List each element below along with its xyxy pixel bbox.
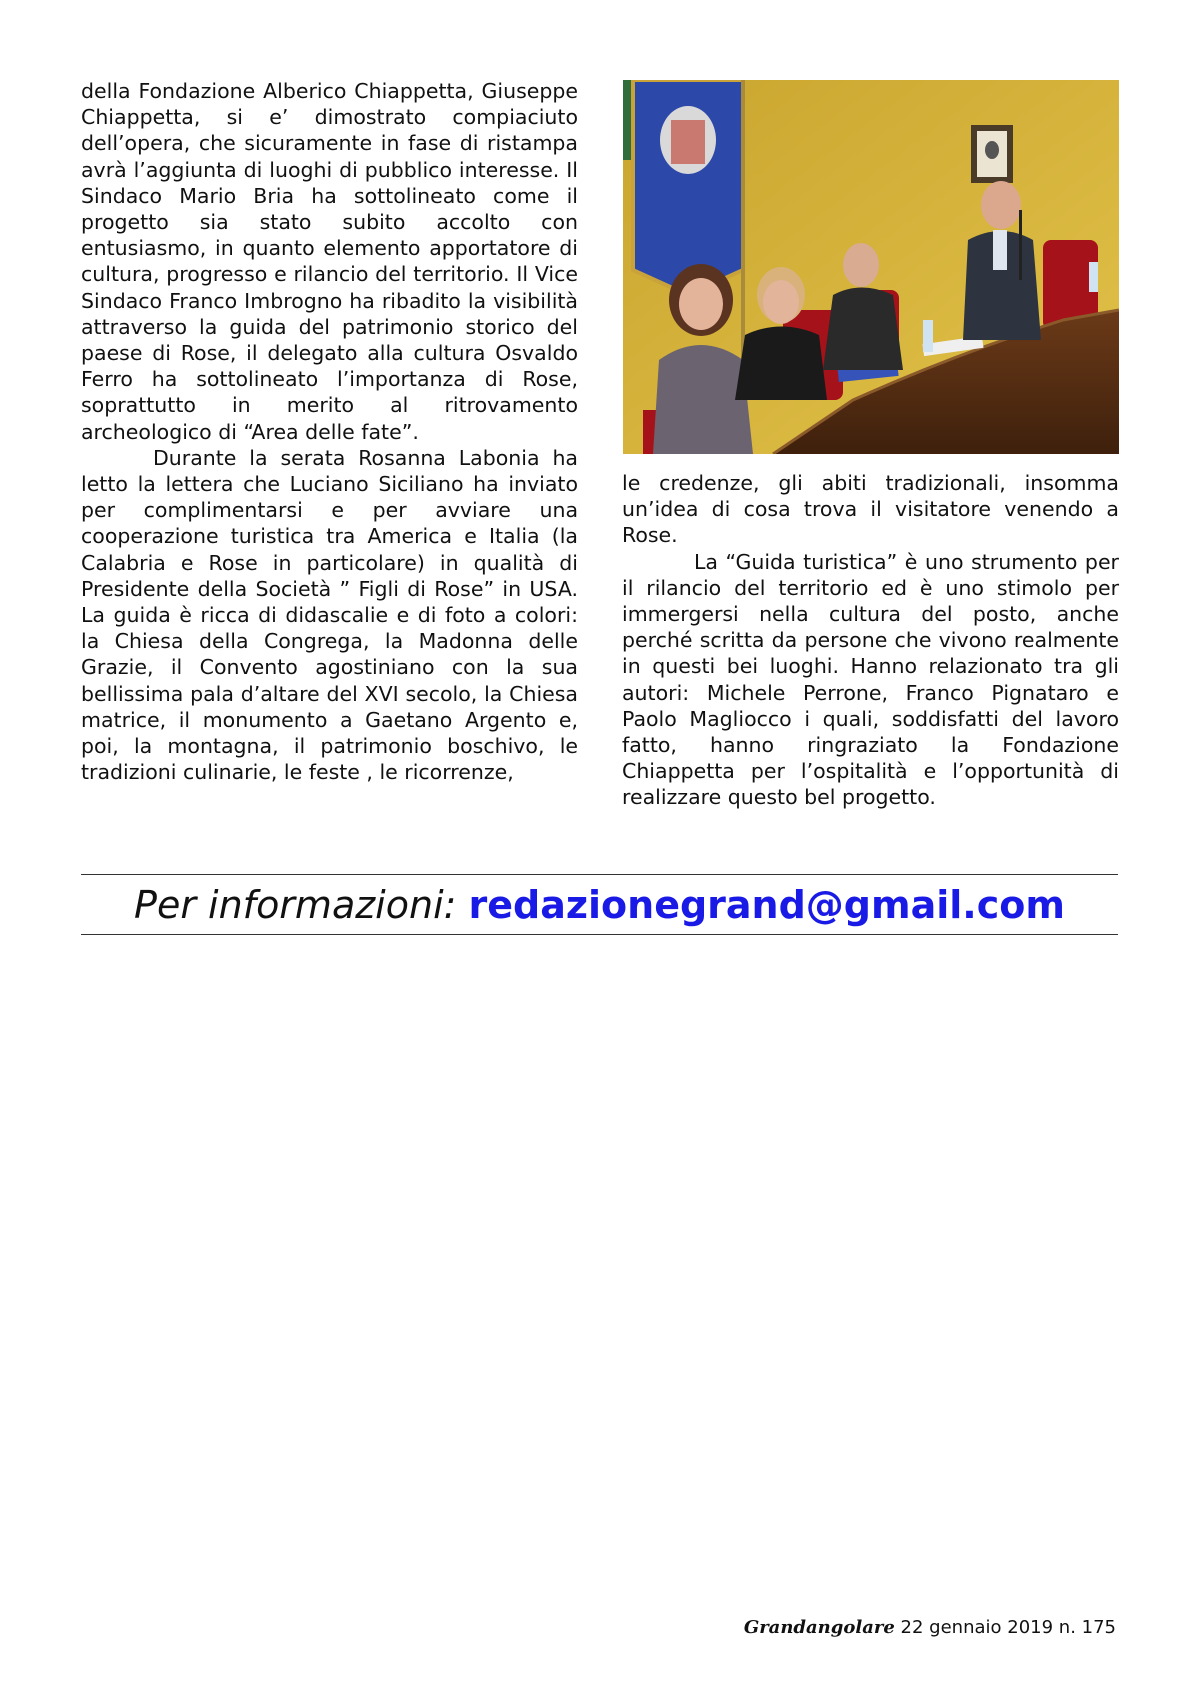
footer-brand: Grandangolare — [743, 1617, 895, 1638]
article-right-column — [622, 470, 1119, 811]
article-left-column — [81, 78, 578, 785]
info-banner — [81, 877, 1118, 933]
divider — [81, 934, 1118, 935]
article-paragraph: della Fondazione Alberico Chiappetta, Giuseppe Chiappetta, si e’ dimostrato compiaciuto dell’opera, che sicuramente in fase di ristampa avrà l’aggiunta di luoghi di pubblico interesse. Il Sindaco Mario Bria ha sottolineato come il progetto sia stato subito accolto con entusiasmo, in quanto elemento apportatore di cultura, progresso e rilancio del territorio. Il Vice Sindaco Franco Imbrogno ha ribadito la visibilità attraverso la guida del patrimonio storico del paese di Rose, il delegato alla cultura Osvaldo Ferro ha sottolineato l’importanza di Rose, soprattutto in merito al ritrovamento archeologico di “Area delle fate”. — [81, 79, 578, 444]
info-email-link[interactable]: redazionegrand@gmail.com — [468, 883, 1065, 927]
page-footer — [744, 1617, 1116, 1638]
info-label: Per informazioni: — [134, 883, 457, 927]
article-paragraph: le credenze, gli abiti tradizionali, insomma un’idea di cosa trova il visitatore venendo a Rose. — [622, 471, 1119, 548]
divider — [81, 874, 1118, 875]
article-paragraph: Durante la serata Rosanna Labonia ha letto la lettera che Luciano Siciliano ha inviato per complimentarsi e per avviare una cooperazione turistica tra America e Italia (la Calabria e Rose in particolare) in qualità di Presidente della Società ” Figli di Rose” in USA. La guida è ricca di didascalie e di foto a colori: la Chiesa della Congrega, la Madonna delle Grazie, il Convento agostiniano con la sua bellissima pala d’altare del XVI secolo, la Chiesa matrice, il monumento a Gaetano Argento e, poi, la montagna, il patrimonio boschivo, le tradizioni culinarie, le feste , le ricorrenze, — [81, 445, 578, 785]
footer-issue: 22 gennaio 2019 n. 175 — [900, 1617, 1116, 1638]
article-paragraph: La “Guida turistica” è uno strumento per il rilancio del territorio ed è uno stimolo per immergersi nella cultura del posto, anche perché scritta da persone che vivono realmente in questi bei luoghi. Hanno relazionato tra gli autori: Michele Perrone, Franco Pignataro e Paolo Magliocco i quali, soddisfatti del lavoro fatto, hanno ringraziato la Fondazione Chiappetta per l’ospitalità e l’opportunità di realizzare questo bel progetto. — [622, 549, 1119, 810]
event-photo — [623, 80, 1119, 454]
